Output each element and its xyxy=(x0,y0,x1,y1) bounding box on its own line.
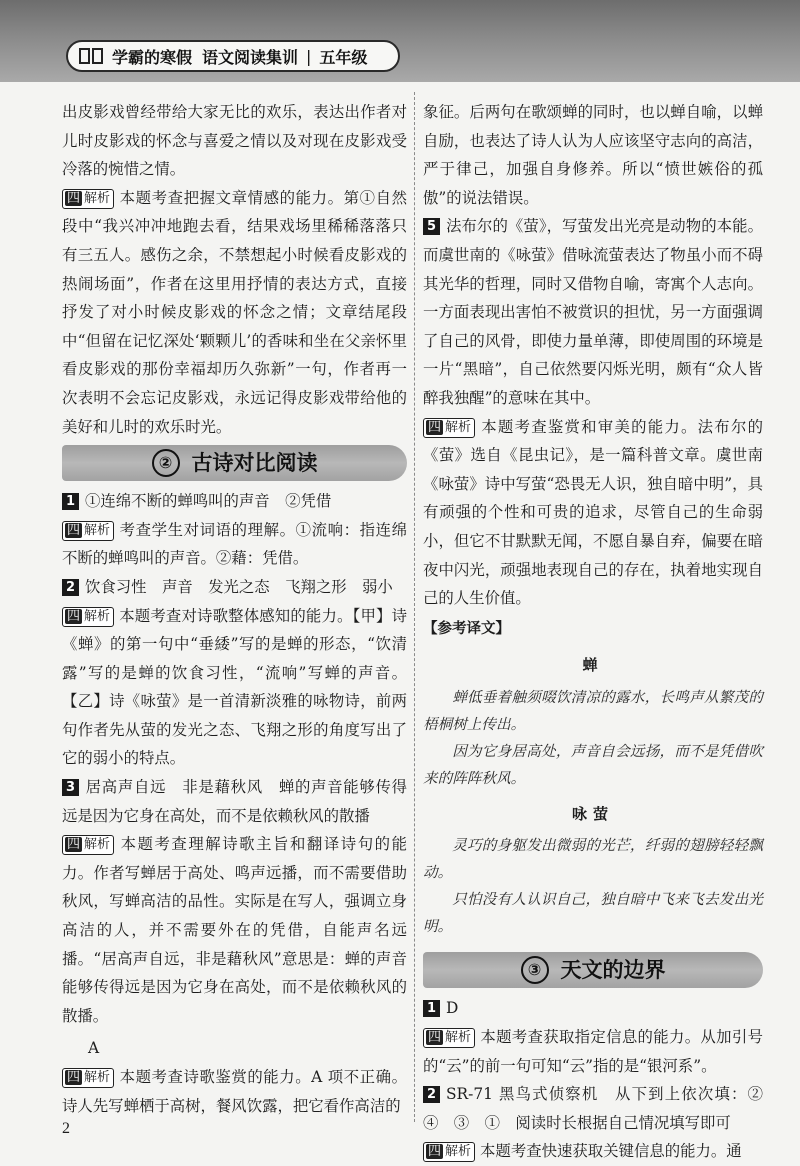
column-divider xyxy=(414,92,416,1122)
page-number: 2 xyxy=(62,1120,70,1137)
reference-translation-heading: 【参考译文】 xyxy=(423,620,510,637)
book-icon xyxy=(78,46,104,66)
grade-label: 五年级 xyxy=(319,47,368,67)
poem-title: 蝉 xyxy=(582,656,604,675)
paragraph: 出皮影戏曾经带给大家无比的欢乐，表达出作者对儿时皮影戏的怀念与喜爱之情以及对现在皮影戏受冷落的惋惜之情。 xyxy=(62,103,407,179)
answer-t1: 1 D xyxy=(423,994,763,1023)
section-title: 古诗对比阅读 xyxy=(191,450,318,475)
analysis-t2: 四 解析 本题考查快速获取关键信息的能力。通 xyxy=(423,1137,763,1166)
analysis-1: 四 解析 考查学生对词语的理解。①流响：指连绵不断的蝉鸣叫的声音。②藉：凭借。 xyxy=(62,520,407,568)
paragraph: 象征。后两句在歌颂蝉的同时，也以蝉自喻，以蝉自励，也表达了诗人认为人应该坚守志向的高洁，严于律己，加强自身修养。所以“愤世嫉俗的孤傲”的说法错误。 xyxy=(423,103,763,207)
translation-line: 灵巧的身躯发出微弱的光芒，纤弱的翅膀轻轻飘动。 xyxy=(423,837,763,882)
header-separator: | xyxy=(306,46,312,66)
section-title: 天文的边界 xyxy=(560,958,666,983)
analysis-3: 四 解析 本题考查理解诗歌主旨和翻译诗句的能力。作者写蝉居于高处、鸣声远播，而不需要借助秋风，写蝉高洁的品性。实际是在写人，强调立身高洁的人，并不需要外在的凭借，自能声名远播。“居高声自远，非是藉秋风”意思是：蝉的声音能够传得远是因为它身在高处，而不是依赖秋风的散播。 xyxy=(62,835,407,1025)
analysis: 四 解析 本题考查把握文章情感的能力。第①自然段中“我兴冲冲地跑去看，结果戏场里稀稀落落只有三五人。感伤之余，不禁想起小时候看皮影戏的热闹场面”，作者在这里用抒情的表达方式，直接抒发了对小时候皮影戏的怀念之情；文章结尾段中“但留在记忆深处‘颗颗儿’的香味和坐在父亲怀里看皮影戏的那份幸福却历久弥新”一句，作者再一次表明不会忘记皮影戏，永远记得皮影戏带给他的美好和儿时的欢乐时光。 xyxy=(62,188,407,436)
answer-4: A xyxy=(88,1039,100,1058)
right-column xyxy=(423,98,779,1166)
answer-t2: 2 SR-71 黑鸟式侦察机 从下到上依次填：② ④ ③ ① 阅读时长根据自己情况填写即可 xyxy=(423,1085,779,1132)
answer-2: 2 饮食习性 声音 发光之态 飞翔之形 弱小 xyxy=(62,573,407,602)
section-number: ③ xyxy=(521,956,549,984)
translation-line: 蝉低垂着触须啜饮清凉的露水，长鸣声从繁茂的梧桐树上传出。 xyxy=(423,688,763,733)
book-subtitle: 语文阅读集训 xyxy=(202,47,299,67)
analysis-5: 四 解析 本题考查鉴赏和审美的能力。法布尔的《萤》选自《昆虫记》，是一篇科普文章。虞世南《咏萤》诗中写萤“恐畏无人识，独自暗中明”，具有顽强的个性和可贵的追求，尽管自己的生命弱小，但它不甘默默无闻，不愿自暴自弃，偏要在暗夜中闪光，顽强地表现自己的存在，执着地实现自己的人生价值。 xyxy=(423,417,763,608)
section-heading-2 xyxy=(62,445,407,481)
poem-title: 咏萤 xyxy=(571,804,614,823)
translation-line: 只怕没有人认识自己，独自暗中飞来飞去发出光明。 xyxy=(423,891,763,936)
analysis-t1: 四 解析 本题考查获取指定信息的能力。从加引号的“云”的前一句可知“云”指的是“银河系”。 xyxy=(423,1028,763,1075)
analysis-tag: 四 解析 xyxy=(62,189,114,209)
analysis-2: 四 解析 本题考查对诗歌整体感知的能力。【甲】诗《蝉》的第一句中“垂緌”写的是蝉的形态，“饮清露”写的是蝉的饮食习性，“流响”写蝉的声音。【乙】诗《咏萤》是一首清新淡雅的咏物诗，前两句作者先从萤的发光之态、飞翔之形的角度写出了它的弱小的特点。 xyxy=(62,606,407,768)
analysis-4: 四 解析 本题考查诗歌鉴赏的能力。A 项不正确。诗人先写蝉栖于高树，餐风饮露，把它看作高洁的 xyxy=(62,1068,407,1115)
left-column xyxy=(62,98,407,1120)
book-title: 学霸的寒假 xyxy=(112,47,193,67)
translation-line: 因为它身居高处，声音自会远扬，而不是凭借吹来的阵阵秋风。 xyxy=(423,742,763,787)
answer-5: 5 法布尔的《萤》，写萤发出光亮是动物的本能。而虞世南的《咏萤》借咏流萤表达了物虽小而不碍其光华的哲理，同时又借物自喻，寄寓个人志向。一方面表现出害怕不被赏识的担忧，另一方面强调了自己的风骨，即使力量单薄，即使周围的环境是一片“黑暗”，自己依然要闪烁光明，颇有“众人皆醉我独醒”的意味在其中。 xyxy=(423,217,763,407)
answer-3: 3 居高声自远 非是藉秋风 蝉的声音能够传得远是因为它身在高处，而不是依赖秋风的散播 xyxy=(62,778,407,825)
section-number: ② xyxy=(152,449,180,477)
top-banner xyxy=(0,0,800,82)
section-heading-3 xyxy=(423,952,763,988)
book-header xyxy=(66,40,400,72)
answer-1: 1 ①连绵不断的蝉鸣叫的声音 ②凭借 xyxy=(62,487,407,516)
